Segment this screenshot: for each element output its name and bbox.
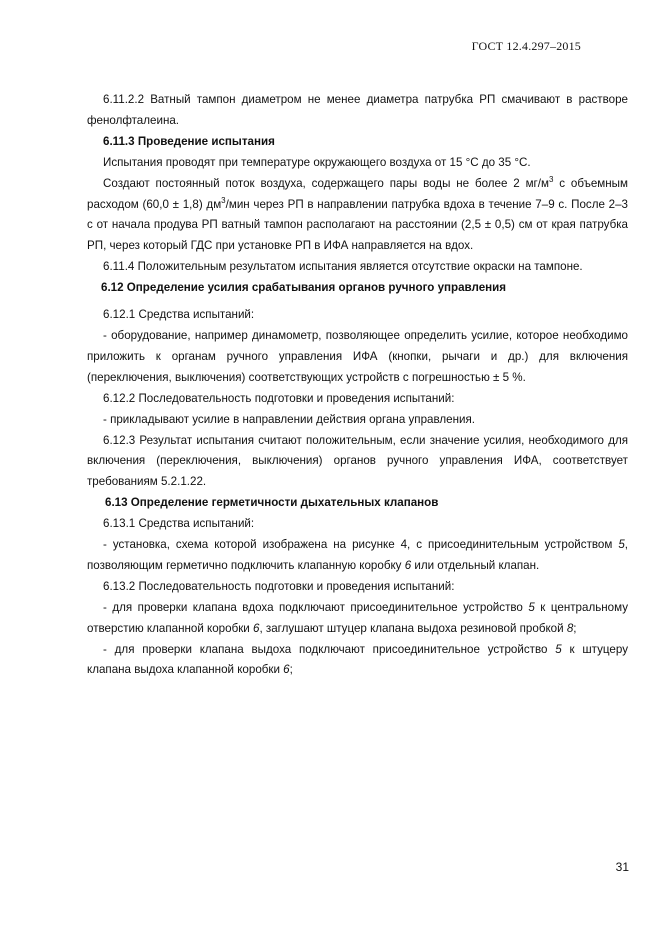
heading-6-11-3: 6.11.3 Проведение испытания [103,134,275,148]
text-run: с объемным расходом (60,0 ± 1,8) дм [87,176,628,211]
text-run: ; [289,663,293,677]
text-run: к штуцеру клапана выдоха клапанной коробки [87,642,628,677]
paragraph-6-13-2: 6.13.2 Последовательность подготовки и проведения испытаний: [103,579,455,593]
text-run: ; [573,621,577,635]
text-run: /мин через РП в направлении патрубка вдоха в течение 7–9 с. После 2–3 с от начала продува РП ватный тампон располагают на расстоянии (2,5 ± 0,5) см от края патрубка РП, через который ГДС при установке РП в ИФА направляется на вдох. [87,197,629,253]
page-body [87,90,628,681]
figure-ref-8: 8 [566,621,574,635]
list-item-6-12-2-force: - прикладывают усилие в направлении действия органа управления. [103,412,475,426]
figure-ref-6: 6 [404,558,412,572]
document-header-standard: ГОСТ 12.4.297–2015 [471,39,581,53]
heading-6-12: 6.12 Определение усилия срабатывания органов ручного управления [101,281,507,295]
paragraph-6-12-1: 6.12.1 Средства испытаний: [103,308,255,322]
list-item-6-13-2-inhale-valve [87,598,628,640]
text-run: - для проверки клапана вдоха подключают присоединительное устройство [103,600,529,614]
figure-ref-6: 6 [283,663,290,677]
paragraph-6-11-2-2: 6.11.2.2 Ватный тампон диаметром не менее диаметра патрубка РП смачивают в растворе фенолфталеина. [87,93,628,127]
heading-6-13: 6.13 Определение герметичности дыхательных клапанов [105,496,439,510]
text-run: , позволяющим герметично подключить клапанную коробку [87,538,628,572]
superscript: 3 [548,174,554,184]
text-run: , заглушают штуцер клапана выдоха резиновой пробкой [259,621,567,635]
text-run: к центральному отверстию клапанной коробки [87,600,628,635]
list-item-6-12-1-equipment: - оборудование, например динамометр, позволяющее определить усилие, которое необходимо приложить к органам ручного управления ИФА (кнопки, рычаги и др.) для включения (переключения, выключения) соответствующих устройств с погрешностью ± 5 %. [87,328,628,384]
text-run: или отдельный клапан. [411,558,540,572]
figure-ref-5: 5 [555,642,562,656]
paragraph-6-11-3-airflow [87,174,628,258]
text-run: - для проверки клапана выдоха подключают присоединительное устройство [103,642,556,656]
figure-ref-6: 6 [252,621,260,635]
figure-ref-5: 5 [618,538,625,552]
paragraph-6-13-1: 6.13.1 Средства испытаний: [103,517,255,531]
page-number: 31 [615,860,629,874]
figure-ref-5: 5 [528,600,535,614]
superscript: 3 [221,195,226,205]
paragraph-6-11-3-temperature: Испытания проводят при температуре окружающего воздуха от 15 °С до 35 °С. [103,155,531,169]
paragraph-6-12-2: 6.12.2 Последовательность подготовки и проведения испытаний: [103,391,455,405]
paragraph-6-11-4: 6.11.4 Положительным результатом испытания является отсутствие окраски на тампоне. [103,260,583,274]
list-item-6-13-2-exhale-valve [87,640,628,682]
text-run: - установка, схема которой изображена на рисунке 4, с присоединительным устройством [103,538,619,552]
text-run: Создают постоянный поток воздуха, содержащего пары воды не более 2 мг/м [103,176,549,190]
paragraph-6-12-3: 6.12.3 Результат испытания считают положительным, если значение усилия, необходимого для включения (переключения, выключения) органов ручного управления ИФА, соответствует требованиям 5.2.1.22. [87,433,628,489]
list-item-6-13-1-setup [87,535,628,577]
